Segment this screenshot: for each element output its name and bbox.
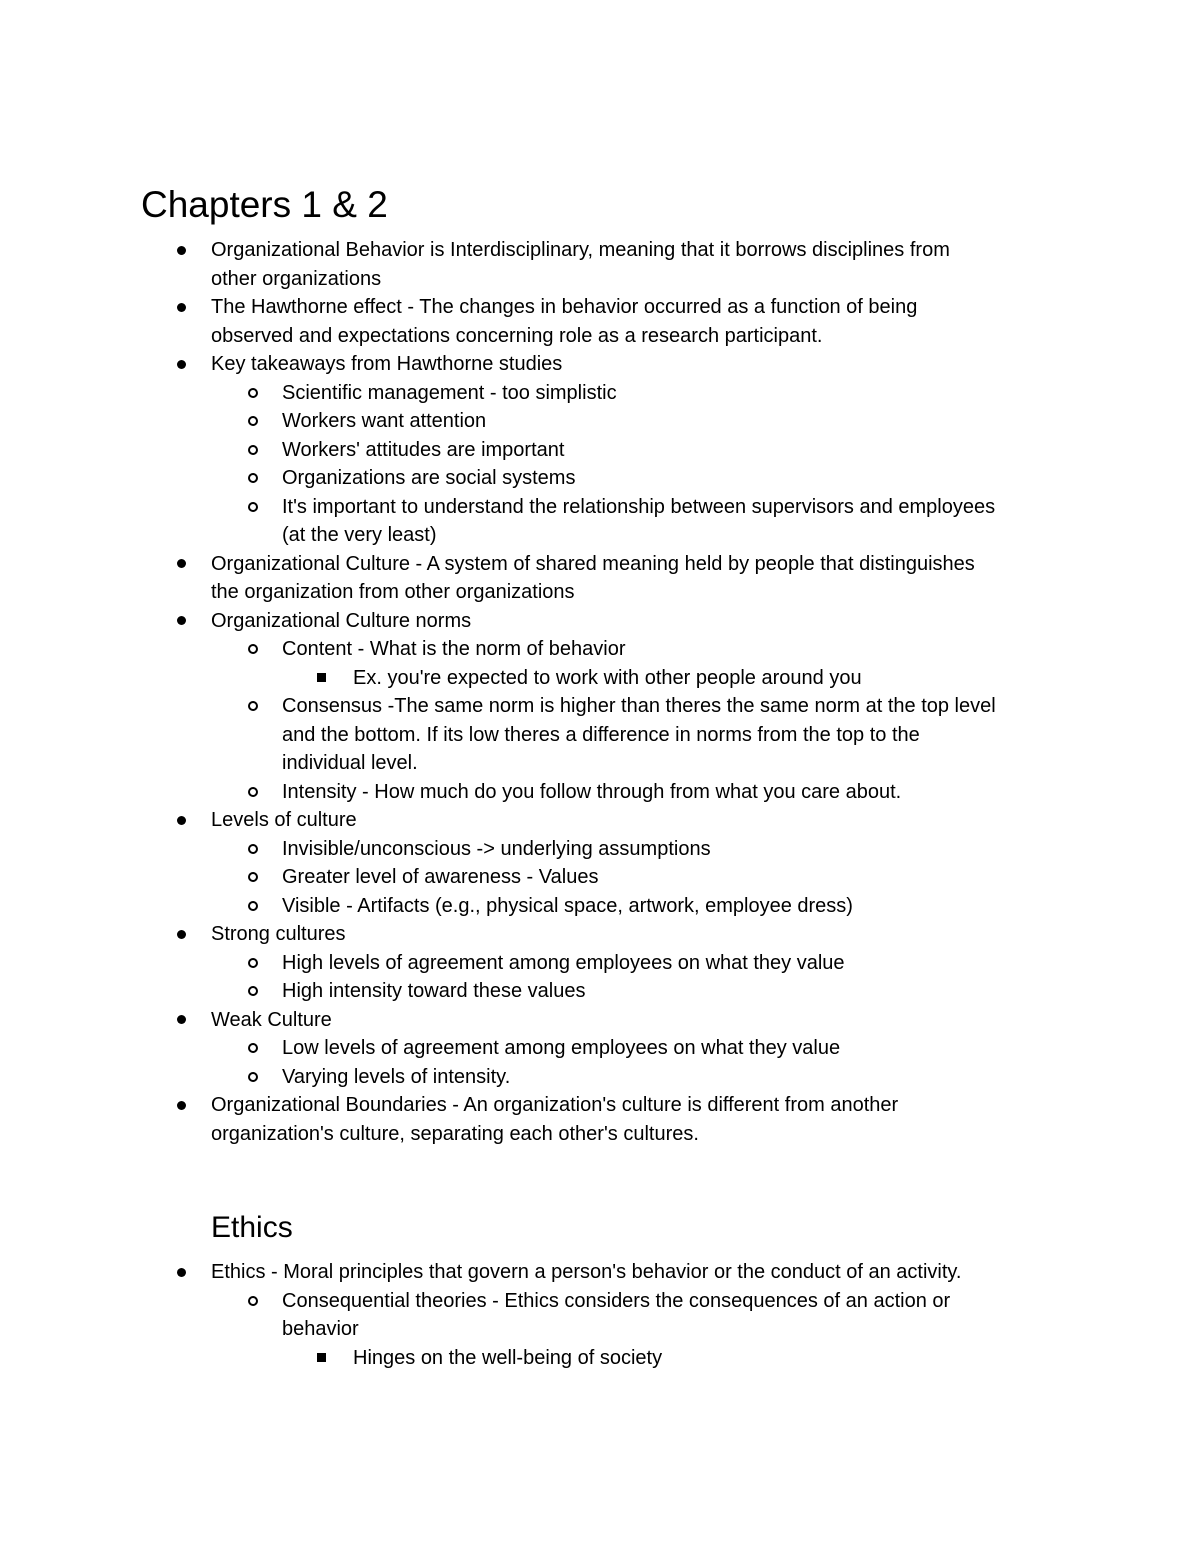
list-item-text: Organizational Culture - A system of shared meaning held by people that distinguishes — [211, 552, 975, 575]
list-item — [0, 607, 1200, 636]
bullet-circle-icon — [248, 892, 258, 921]
list-item-text: the organization from other organizations — [211, 581, 575, 603]
bullet-disc-icon — [177, 607, 186, 636]
sub-list-item — [0, 1287, 1200, 1344]
list-item-text: It's important to understand the relationship between supervisors and employees — [282, 495, 996, 518]
list-item-text: organization's culture, separating each other's cultures. — [211, 1122, 699, 1145]
bullet-circle-icon — [248, 635, 258, 664]
list-item-text: Organizational Culture norms — [211, 609, 472, 632]
list-item — [0, 550, 1200, 607]
ethics-bullet-list — [0, 1258, 1200, 1372]
bullet-disc-icon — [177, 350, 186, 379]
list-item-text: Ethics - Moral principles that govern a person's behavior or the conduct of an activity. — [211, 1261, 962, 1283]
list-item-text: Consequential theories - Ethics considers the consequences of an action or — [282, 1289, 951, 1312]
list-item — [0, 920, 1200, 949]
list-item — [0, 236, 1200, 293]
list-item-text: Organizational Behavior is Interdisciplinary, meaning that it borrows disciplines from — [211, 239, 950, 261]
list-item-text: Ex. you're expected to work with other people around you — [353, 666, 862, 689]
bullet-disc-icon — [177, 1091, 186, 1120]
list-item-text: Varying levels of intensity. — [282, 1065, 511, 1088]
list-item — [0, 293, 1200, 350]
sub-list-item — [0, 692, 1200, 778]
sub-list-item — [0, 464, 1200, 493]
list-item-text: individual level. — [282, 752, 418, 774]
list-item-text: Greater level of awareness - Values — [282, 866, 599, 888]
bullet-circle-icon — [248, 778, 258, 807]
bullet-circle-icon — [248, 436, 258, 465]
list-item-text: Visible - Artifacts (e.g., physical space, artwork, employee dress) — [282, 894, 853, 917]
list-item-text: Low levels of agreement among employees on what they value — [282, 1037, 841, 1059]
sub-sub-list-item — [0, 1344, 1200, 1373]
bullet-disc-icon — [177, 806, 186, 835]
sub-list-item — [0, 436, 1200, 465]
list-item-text: Content - What is the norm of behavior — [282, 638, 626, 660]
sub-list-item — [0, 835, 1200, 864]
list-item-text: The Hawthorne effect - The changes in behavior occurred as a function of being — [211, 296, 918, 318]
list-item-text: Intensity - How much do you follow through from what you care about. — [282, 780, 902, 803]
bullet-square-icon — [317, 1344, 326, 1373]
bullet-disc-icon — [177, 920, 186, 949]
list-item-text: observed and expectations concerning role as a research participant. — [211, 324, 823, 347]
sub-sub-list-item — [0, 664, 1200, 693]
bullet-disc-icon — [177, 293, 186, 322]
list-item-text: Key takeaways from Hawthorne studies — [211, 353, 563, 375]
bullet-circle-icon — [248, 1287, 258, 1316]
chapters-bullet-list — [0, 236, 1200, 1148]
sub-list-item — [0, 379, 1200, 408]
list-item-text: Levels of culture — [211, 809, 357, 831]
list-item — [0, 806, 1200, 835]
list-item-text: Organizational Boundaries - An organization's culture is different from another — [211, 1094, 899, 1116]
bullet-circle-icon — [248, 835, 258, 864]
list-item-text: other organizations — [211, 267, 382, 290]
bullet-square-icon — [317, 664, 326, 693]
list-item-text: Organizations are social systems — [282, 467, 576, 489]
sub-list-item — [0, 778, 1200, 807]
bullet-circle-icon — [248, 407, 258, 436]
bullet-circle-icon — [248, 464, 258, 493]
list-item-text: and the bottom. If its low theres a difference in norms from the top to the — [282, 723, 920, 746]
list-item-text: Scientific management - too simplistic — [282, 381, 617, 404]
bullet-circle-icon — [248, 977, 258, 1006]
bullet-circle-icon — [248, 863, 258, 892]
bullet-circle-icon — [248, 493, 258, 522]
sub-list-item — [0, 892, 1200, 921]
bullet-disc-icon — [177, 550, 186, 579]
list-item-text: Workers want attention — [282, 410, 487, 432]
list-item — [0, 1006, 1200, 1035]
sub-list-item — [0, 949, 1200, 978]
sub-list-item — [0, 635, 1200, 664]
bullet-disc-icon — [177, 1006, 186, 1035]
list-item-text: Hinges on the well-being of society — [353, 1346, 663, 1369]
bullet-disc-icon — [177, 236, 186, 265]
list-item — [0, 1258, 1200, 1287]
list-item-text: Workers' attitudes are important — [282, 438, 565, 461]
sub-list-item — [0, 1034, 1200, 1063]
list-item — [0, 350, 1200, 379]
section-heading-ethics: Ethics — [211, 1211, 293, 1244]
sub-list-item — [0, 1063, 1200, 1092]
list-item-text: Invisible/unconscious -> underlying assumptions — [282, 837, 711, 860]
bullet-circle-icon — [248, 1034, 258, 1063]
bullet-disc-icon — [177, 1258, 186, 1287]
bullet-circle-icon — [248, 379, 258, 408]
bullet-circle-icon — [248, 692, 258, 721]
list-item-text: Consensus -The same norm is higher than theres the same norm at the top level — [282, 695, 996, 717]
sub-list-item — [0, 493, 1200, 550]
list-item-text: behavior — [282, 1318, 359, 1340]
bullet-circle-icon — [248, 949, 258, 978]
list-item-text: High levels of agreement among employees on what they value — [282, 951, 845, 974]
list-item-text: High intensity toward these values — [282, 980, 586, 1002]
sub-list-item — [0, 863, 1200, 892]
section-heading-chapters: Chapters 1 & 2 — [141, 184, 388, 225]
list-item-text: Strong cultures — [211, 923, 346, 945]
sub-list-item — [0, 977, 1200, 1006]
bullet-circle-icon — [248, 1063, 258, 1092]
list-item-text: (at the very least) — [282, 524, 437, 546]
list-item-text: Weak Culture — [211, 1008, 332, 1031]
list-item — [0, 1091, 1200, 1148]
sub-list-item — [0, 407, 1200, 436]
